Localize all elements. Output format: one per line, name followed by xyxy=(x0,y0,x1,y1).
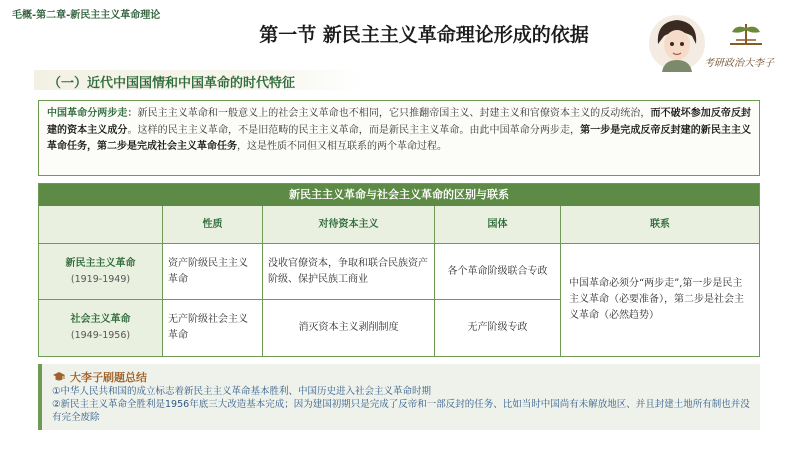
table-header-state: 国体 xyxy=(435,206,561,244)
brand-name: 考研政治大李子 xyxy=(704,58,774,69)
intro-bold-2: 第一步是完成反帝反封建的新民主主义革命任务，第二步是完成社会主义革命任务 xyxy=(47,124,752,152)
avatar xyxy=(648,14,706,72)
row-period: (1949-1956) xyxy=(70,330,131,341)
table-row-header xyxy=(39,300,163,356)
summary-box xyxy=(38,364,760,430)
table-grid xyxy=(39,206,759,356)
section-heading-text: （一）近代中国国情和中国革命的时代特征 xyxy=(48,76,296,91)
row-name: 社会主义革命 xyxy=(70,314,131,325)
breadcrumb: 毛概-第二章-新民主主义革命理论 xyxy=(12,10,161,21)
table-header-link: 联系 xyxy=(561,206,759,244)
graduation-cap-icon xyxy=(52,371,66,383)
table-cell-state: 无产阶级专政 xyxy=(435,300,561,356)
brand-logo xyxy=(720,20,772,50)
summary-item: ②新民主主义革命全胜利是1956年底三大改造基本完成；因为建国初期只是完成了反帝和一部反封的任务、比如当时中国尚有未解放地区、并且封建土地所有制也并没有完全废除 xyxy=(52,399,750,423)
summary-title xyxy=(52,369,750,385)
intro-bold-1: 而不破坏参加反帝反封建的资本主义成分 xyxy=(47,108,752,136)
summary-item: ①中华人民共和国的成立标志着新民主主义革命基本胜利、中国历史进入社会主义革命时期 xyxy=(52,386,432,397)
intro-part-1: 新民主主义革命和一般意义上的社会主义革命也不相同，它只推翻帝国主义、封建主义和官僚资本主义的反动统治， xyxy=(137,108,651,119)
table-cell-link: 中国革命必须分“两步走”,第一步是民主主义革命（必要准备），第二步是社会主义革命（必然趋势） xyxy=(569,278,744,321)
intro-lead: 中国革命分两步走： xyxy=(47,108,138,119)
comparison-table xyxy=(38,183,760,357)
table-cell-capitalism: 消灭资本主义剥削制度 xyxy=(263,300,435,356)
table-header-nature: 性质 xyxy=(163,206,263,244)
table-cell-nature: 无产阶级社会主义革命 xyxy=(163,300,263,356)
table-cell-nature: 资产阶级民主主义革命 xyxy=(163,244,263,300)
table-cell-state: 各个革命阶级联合专政 xyxy=(435,244,561,300)
section-heading xyxy=(34,70,364,90)
table-cell-capitalism: 没收官僚资本，争取和联合民族资产阶级、保护民族工商业 xyxy=(263,244,435,300)
intro-part-3: ，这是性质不同但又相互联系的两个革命过程。 xyxy=(237,141,447,152)
table-header-capitalism: 对待资本主义 xyxy=(263,206,435,244)
page-title: 第一节 新民主主义革命理论形成的依据 xyxy=(259,24,589,46)
intro-box xyxy=(38,100,760,176)
table-title: 新民主主义革命与社会主义革命的区别与联系 xyxy=(39,184,759,206)
intro-paragraph xyxy=(47,106,751,156)
table-header-corner xyxy=(39,206,163,244)
summary-title-text: 大李子刷题总结 xyxy=(70,371,147,384)
table-row-header xyxy=(39,244,163,300)
intro-part-2: 。这样的民主主义革命，不是旧范畴的民主主义革命，而是新民主主义革命。由此中国革命分两步走， xyxy=(127,124,581,136)
row-name: 新民主主义革命 xyxy=(65,257,136,269)
row-period: (1919-1949) xyxy=(70,273,131,285)
